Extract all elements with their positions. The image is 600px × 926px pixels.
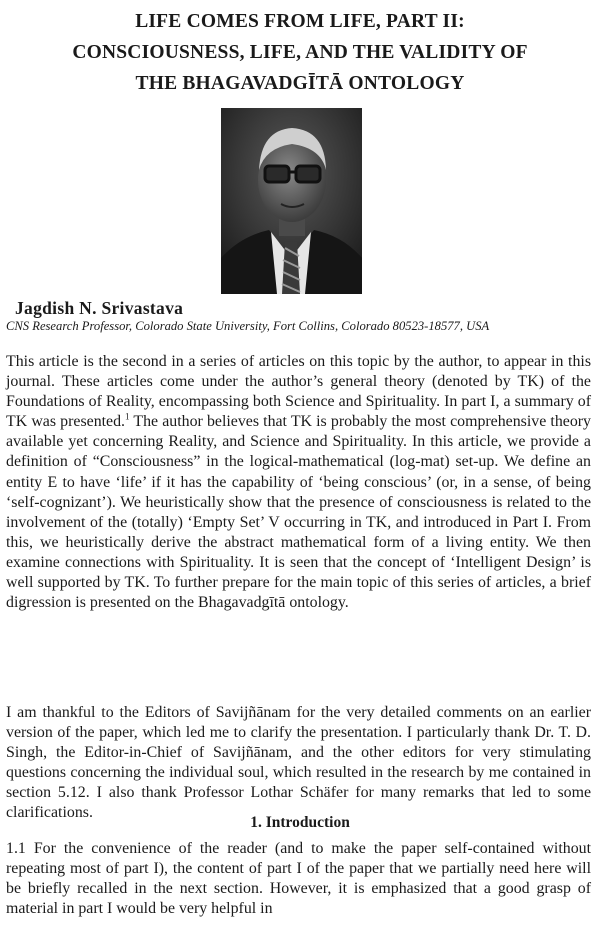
abstract-text-part-1: This article is the second in a series of articles on this topic by the author, to appear in this journal. These articles come under the author’s general theory (denoted by TK) of the Foundations of Reality, encompassing both Science and Spirituality. In part I, a summary of TK was presented. xyxy=(6,353,591,431)
author-photo xyxy=(221,108,362,294)
title-line-2: CONSCIOUSNESS, LIFE, AND THE VALIDITY OF xyxy=(72,42,528,63)
abstract-text-part-2: The author believes that TK is probably the most comprehensive theory available yet concerning Reality, and Science and Spirituality. In this article, we provide a definition of “Consciousness” in the logical-mathematical (log-mat) set-up. We define an entity E to have ‘life’ if it has the capability of ‘being conscious’ (or, in a sense, of being ‘self-cognizant’). We heuristically show that the presence of consciousness is related to the involvement of the (totally) ‘Empty Set’ V occurring in TK, and introduced in Part I. From this, we heuristically derive the abstract mathematical form of a living entity. We then examine connections with Spirituality. It is seen that the concept of ‘Intelligent Design’ is well supported by TK. To further prepare for the main topic of this series of articles, a brief digression is presented on the Bhagavadgītā ontology. xyxy=(6,413,592,612)
introduction-paragraph: 1.1 For the convenience of the reader (and to make the paper self-contained without repeating most of part I), the content of part I of the paper that we partially need here will be briefly recalled in the next section. However, it is emphasized that a good grasp of material in part I would be very helpful in xyxy=(6,840,591,918)
paper-title xyxy=(20,6,580,99)
footnote-marker[interactable]: 1 xyxy=(125,411,130,422)
abstract-paragraph xyxy=(6,352,591,613)
acknowledgement-paragraph: I am thankful to the Editors of Savijñānam for the very detailed comments on an earlier version of the paper, which led me to clarify the presentation. I particularly thank Dr. T. D. Singh, the Editor-in-Chief of Savijñānam, and the other editors for very stimulating questions concerning the individual soul, which resulted in the research by me contained in section 5.12. I also thank Professor Lothar Schäfer for many remarks that led to some clarifications. xyxy=(6,704,591,822)
author-name: Jagdish N. Srivastava xyxy=(15,298,184,318)
author-affiliation: CNS Research Professor, Colorado State University, Fort Collins, Colorado 80523-18577, USA xyxy=(6,319,490,333)
title-line-1: LIFE COMES FROM LIFE, PART II: xyxy=(135,11,465,32)
title-line-3: THE BHAGAVADGĪTĀ ONTOLOGY xyxy=(135,73,465,94)
author-portrait-icon xyxy=(221,108,362,294)
section-heading-introduction: 1. Introduction xyxy=(250,814,350,831)
